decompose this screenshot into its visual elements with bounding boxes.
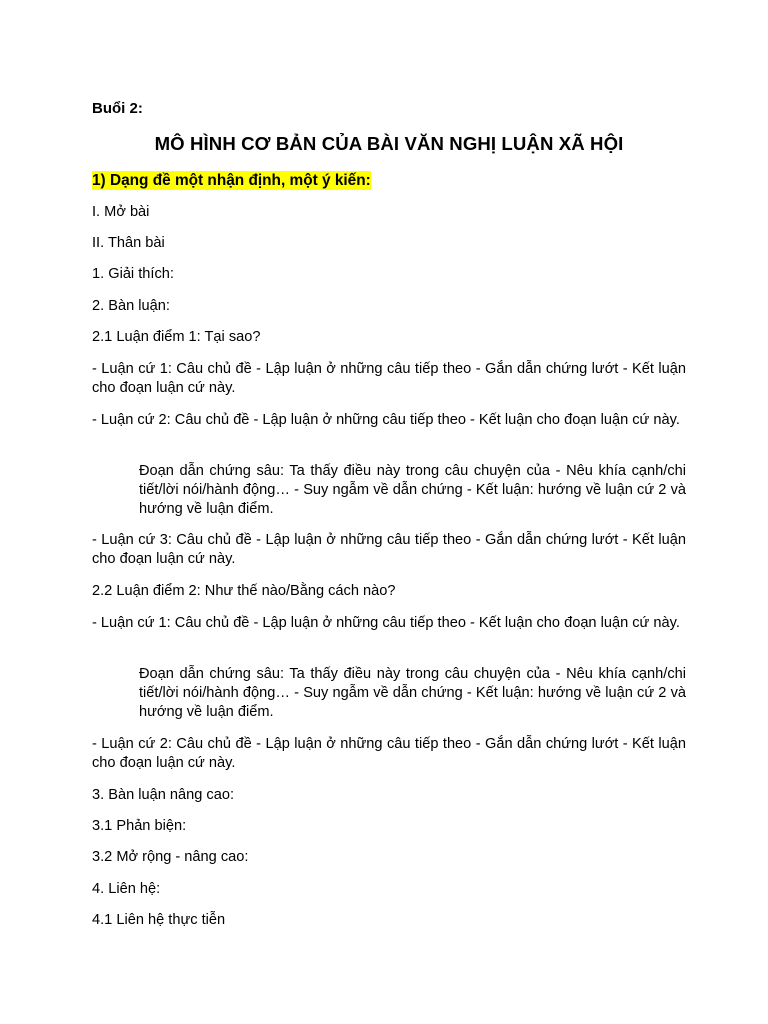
paragraph: 3.1 Phản biện: [92, 818, 187, 834]
paragraph: 1. Giải thích: [92, 266, 174, 282]
page-title: MÔ HÌNH CƠ BẢN CỦA BÀI VĂN NGHỊ LUẬN XÃ HỘI [154, 133, 624, 154]
session-label: Buổi 2: [92, 100, 143, 117]
paragraph: - Luận cứ 3: Câu chủ đề - Lập luận ở những câu tiếp theo - Gắn dẫn chứng lướt - Kết luận cho đoạn luận cứ này. [92, 532, 686, 567]
paragraph: 2.2 Luận điểm 2: Như thế nào/Bằng cách nào? [92, 583, 396, 599]
section-heading [92, 171, 686, 190]
paragraph: 4. Liên hệ: [92, 881, 161, 897]
paragraph: 3.2 Mở rộng - nâng cao: [92, 849, 249, 865]
paragraph: 2.1 Luận điểm 1: Tại sao? [92, 329, 261, 345]
paragraph: 3. Bàn luận nâng cao: [92, 787, 234, 803]
paragraph: - Luận cứ 2: Câu chủ đề - Lập luận ở những câu tiếp theo - Gắn dẫn chứng lướt - Kết luận cho đoạn luận cứ này. [92, 736, 686, 771]
indented-paragraph: Đoạn dẫn chứng sâu: Ta thấy điều này trong câu chuyện của - Nêu khía cạnh/chi tiết/lời nói/hành động… - Suy ngẫm về dẫn chứng - Kết luận: hướng về luận cứ 2 và hướng về luận điểm. [139, 666, 686, 720]
paragraph: 2. Bàn luận: [92, 298, 170, 314]
paragraph: 4.1 Liên hệ thực tiễn [92, 912, 226, 928]
paragraph: - Luận cứ 1: Câu chủ đề - Lập luận ở những câu tiếp theo - Gắn dẫn chứng lướt - Kết luận cho đoạn luận cứ này. [92, 361, 686, 396]
paragraph: - Luận cứ 2: Câu chủ đề - Lập luận ở những câu tiếp theo - Kết luận cho đoạn luận cứ này. [92, 412, 680, 428]
indented-paragraph: Đoạn dẫn chứng sâu: Ta thấy điều này trong câu chuyện của - Nêu khía cạnh/chi tiết/lời nói/hành động… - Suy ngẫm về dẫn chứng - Kết luận: hướng về luận cứ 2 và hướng về luận điểm. [139, 463, 686, 517]
paragraph: II. Thân bài [92, 235, 165, 251]
highlighted-heading-text: 1) Dạng đề một nhận định, một ý kiến: [92, 172, 371, 189]
paragraph: - Luận cứ 1: Câu chủ đề - Lập luận ở những câu tiếp theo - Kết luận cho đoạn luận cứ này. [92, 615, 680, 631]
paragraph: I. Mở bài [92, 204, 150, 220]
